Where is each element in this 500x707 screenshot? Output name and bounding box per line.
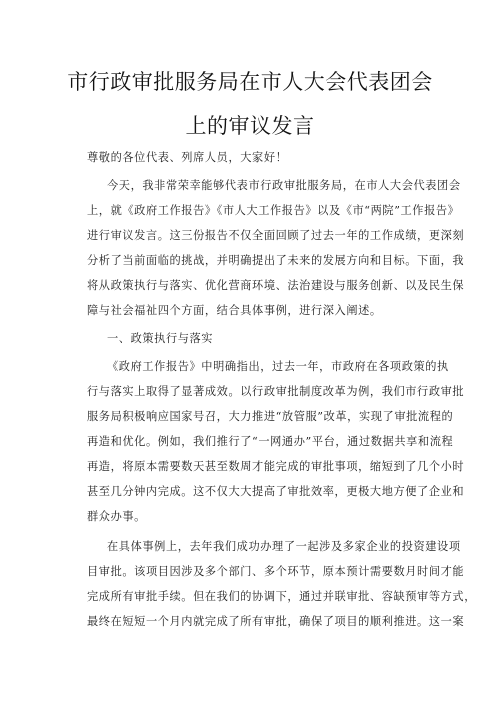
paragraph-line: 甚至几分钟内完成。这不仅大大提高了审批效率，更极大地方便了企业和 — [87, 485, 465, 498]
paragraph-line: 分析了当前面临的挑战，并明确提出了未来的发展方向和目标。下面，我 — [87, 254, 465, 267]
paragraph-line: 行与落实上取得了显著成效。以行政审批制度改革为例，我们市行政审批 — [87, 385, 465, 398]
paragraph-line: 进行审议发言。这三份报告不仅全面回顾了过去一年的工作成绩，更深刻 — [87, 229, 465, 242]
greeting-line: 尊敬的各位代表、列席人员，大家好！ — [87, 151, 288, 164]
paragraph-line: 目审批。该项目因涉及多个部门、多个环节，原本预计需要数月时间才能 — [87, 565, 465, 578]
paragraph-line: 最终在短短一个月内就完成了所有审批，确保了项目的顺利推进。这一案 — [87, 615, 465, 628]
paragraph-line: 群众办事。 — [87, 510, 146, 523]
document-title-line-2: 上的审议发言 — [185, 114, 315, 138]
document-title-line-1: 市行政审批服务局在市人大会代表团会 — [67, 70, 433, 94]
paragraph-line: 上，就《政府工作报告》《市人大工作报告》以及《市“两院”工作报告》 — [87, 204, 460, 217]
paragraph-line: 今天，我非常荣幸能够代表市行政审批服务局，在市人大会代表团会 — [107, 179, 461, 192]
paragraph-line: 完成所有审批手续。但在我们的协调下，通过并联审批、容缺预审等方式， — [87, 590, 476, 603]
paragraph-line: 再造和优化。例如，我们推行了“一网通办”平台，通过数据共享和流程 — [87, 435, 454, 448]
paragraph-line: 《政府工作报告》中明确指出，过去一年，市政府在各项政策的执 — [107, 360, 449, 373]
paragraph-line: 再造，将原本需要数天甚至数周才能完成的审批事项，缩短到了几个小时 — [87, 460, 465, 473]
paragraph-line: 在具体事例上，去年我们成功办理了一起涉及多家企业的投资建设项 — [107, 540, 461, 553]
paragraph-line: 服务局积极响应国家号召，大力推进“放管服”改革，实现了审批流程的 — [87, 410, 454, 423]
paragraph-line: 将从政策执行与落实、优化营商环境、法治建设与服务创新、以及民生保 — [87, 279, 465, 292]
section-heading: 一、政策执行与落实 — [107, 332, 214, 345]
paragraph-line: 障与社会福祉四个方面，结合具体事例，进行深入阐述。 — [87, 304, 382, 317]
